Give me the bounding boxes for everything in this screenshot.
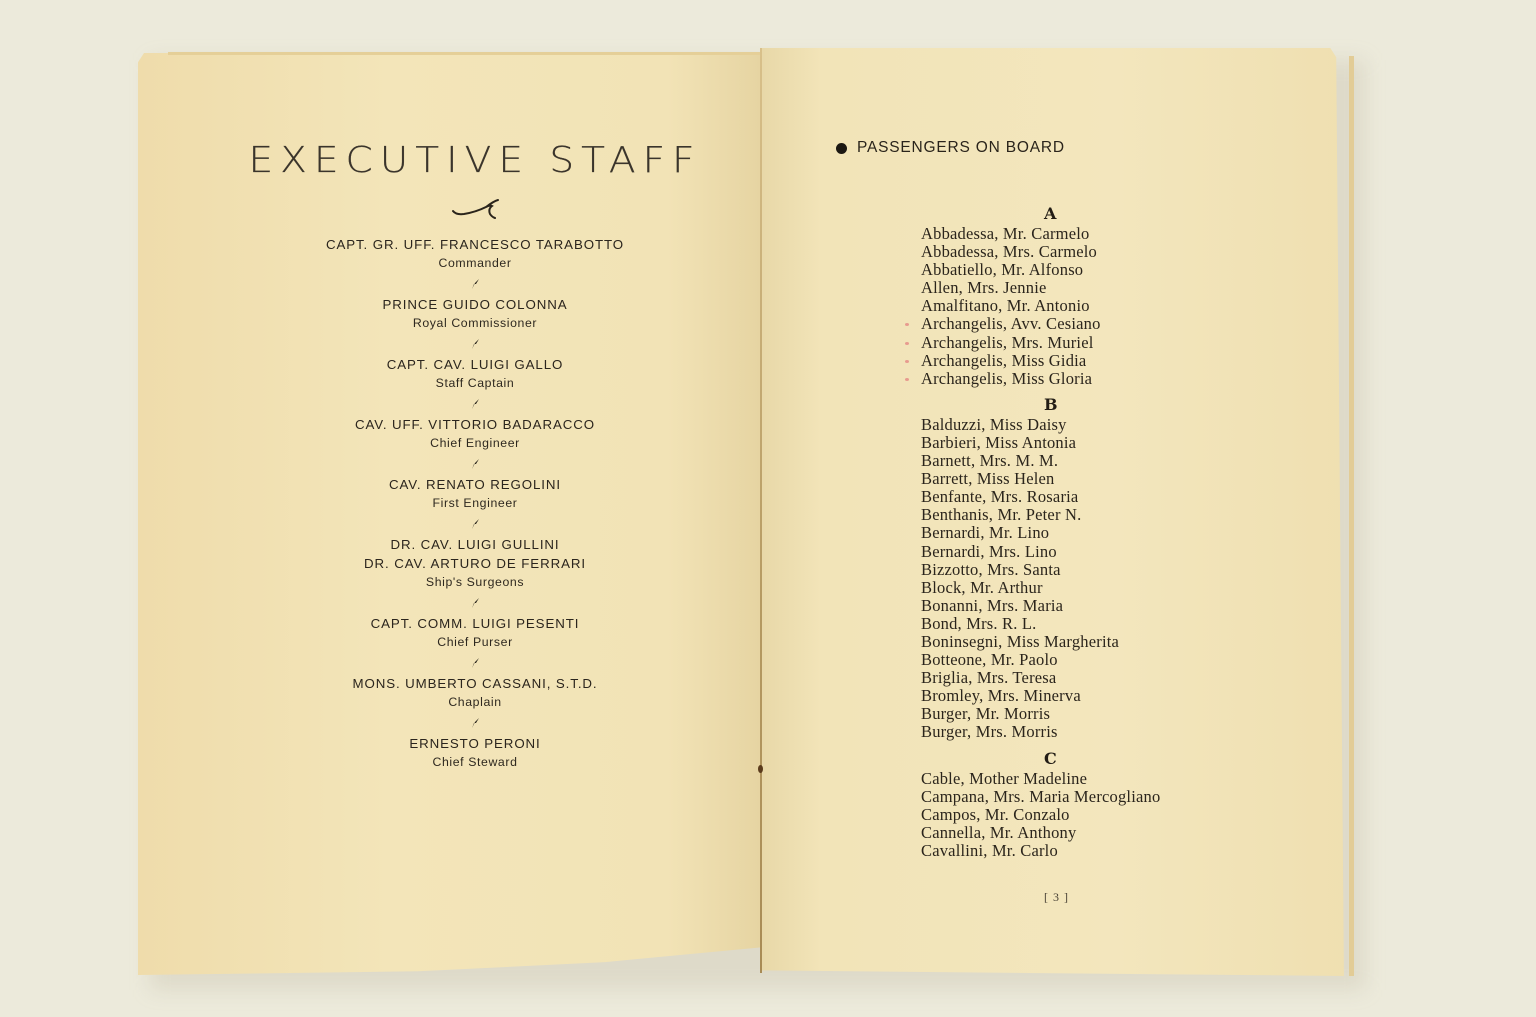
staff-role: Ship's Surgeons — [425, 575, 525, 589]
staff-role: Chief Engineer — [430, 436, 520, 450]
passengers-header — [836, 139, 1065, 157]
staff-role: Commander — [438, 256, 512, 270]
executive-staff-section — [240, 130, 710, 771]
pennant-ornament-icon — [469, 338, 481, 350]
passenger-entry: Abbatiello, Mr. Alfonso — [921, 260, 1084, 280]
staff-name: CAPT. GR. UFF. FRANCESCO TARABOTTO — [325, 237, 625, 252]
pennant-ornament-icon — [469, 458, 481, 470]
letter-heading: C — [1044, 748, 1057, 768]
passenger-list — [921, 203, 1251, 866]
staff-entry-chief-purser — [240, 614, 710, 651]
letter-group-b — [921, 394, 1251, 742]
passenger-entry: Barrett, Miss Helen — [921, 469, 1055, 489]
staff-list — [240, 235, 710, 771]
staff-role: Chief Steward — [432, 755, 518, 769]
staple-mark — [758, 765, 763, 773]
passengers-title: PASSENGERS ON BOARD — [857, 139, 1065, 156]
passenger-entry: Archangelis, Miss Gidia — [921, 352, 1251, 370]
passenger-entry: Barnett, Mrs. M. M. — [921, 451, 1059, 471]
staff-entry-staff-captain — [240, 355, 710, 392]
staff-name: CAV. RENATO REGOLINI — [389, 477, 561, 492]
passenger-entry: Campana, Mrs. Maria Mercogliano — [921, 786, 1161, 806]
staff-entry-chief-steward — [240, 734, 710, 771]
letter-group-a — [921, 203, 1251, 388]
passenger-entry: Balduzzi, Miss Daisy — [921, 414, 1067, 434]
staff-role: First Engineer — [432, 496, 518, 510]
pennant-ornament-icon — [469, 717, 481, 729]
passenger-entry: Burger, Mr. Morris — [921, 704, 1051, 724]
passenger-entry: Campos, Mr. Conzalo — [921, 804, 1070, 824]
passenger-entry: Cannella, Mr. Anthony — [921, 822, 1077, 842]
staff-name: DR. CAV. LUIGI GULLINI — [390, 537, 560, 552]
staff-entry-chaplain — [240, 674, 710, 711]
passenger-entry: Bond, Mrs. R. L. — [921, 613, 1037, 633]
page-number: [ 3 ] — [1044, 890, 1069, 904]
passenger-entry: Bizzotto, Mrs. Santa — [921, 559, 1061, 579]
passenger-entry: Benthanis, Mr. Peter N. — [921, 505, 1082, 525]
passenger-entry: Botteone, Mr. Paolo — [921, 650, 1058, 670]
passenger-entry: Archangelis, Mrs. Muriel — [921, 334, 1251, 352]
passenger-entry: Block, Mr. Arthur — [921, 577, 1043, 597]
staff-entry-first-engineer — [240, 475, 710, 512]
executive-staff-title: EXECUTIVE STAFF — [248, 139, 702, 182]
staff-role: Chaplain — [448, 695, 502, 709]
letter-group-c — [921, 748, 1251, 860]
passenger-entry: Bonanni, Mrs. Maria — [921, 595, 1064, 615]
passenger-entry: Bromley, Mrs. Minerva — [921, 686, 1081, 706]
pennant-ornament-icon — [469, 657, 481, 669]
staff-entry-chief-engineer — [240, 415, 710, 452]
passenger-entry: Abbadessa, Mr. Carmelo — [921, 224, 1090, 243]
staff-name: PRINCE GUIDO COLONNA — [382, 297, 568, 312]
pennant-ornament-icon — [469, 518, 481, 530]
letter-heading: B — [1044, 394, 1058, 414]
staff-name-second: DR. CAV. ARTURO DE FERRARI — [364, 556, 586, 571]
staff-role: Chief Purser — [437, 635, 513, 649]
pennant-ornament-icon — [469, 398, 481, 410]
pennant-ornament-icon — [469, 597, 481, 609]
staff-entry-royal-commissioner — [240, 295, 710, 332]
staff-name: ERNESTO PERONI — [409, 736, 541, 751]
passenger-entry: Burger, Mrs. Morris — [921, 722, 1058, 742]
staff-entry-commander — [240, 235, 710, 272]
staff-role: Royal Commissioner — [412, 316, 538, 330]
staff-role: Staff Captain — [435, 376, 515, 390]
letter-heading: A — [1044, 204, 1057, 223]
staff-entry-ships-surgeons — [240, 535, 710, 591]
passenger-entry: Briglia, Mrs. Teresa — [921, 668, 1057, 688]
passenger-entry: Bernardi, Mr. Lino — [921, 523, 1050, 543]
staff-name: MONS. UMBERTO CASSANI, S.T.D. — [352, 676, 598, 691]
ornamental-swash-icon — [450, 197, 500, 219]
staff-name: CAPT. COMM. LUIGI PESENTI — [370, 616, 580, 631]
pennant-ornament-icon — [469, 278, 481, 290]
staff-name: CAPT. CAV. LUIGI GALLO — [386, 357, 564, 372]
passenger-entry: Bernardi, Mrs. Lino — [921, 541, 1057, 561]
passenger-entry: Boninsegni, Miss Margherita — [921, 631, 1120, 651]
booklet-spine — [760, 48, 762, 973]
passenger-entry: Amalfitano, Mr. Antonio — [921, 296, 1090, 316]
right-page-edge — [1349, 56, 1354, 976]
passenger-entry: Allen, Mrs. Jennie — [921, 278, 1047, 298]
left-page-top-edge — [168, 52, 761, 55]
passenger-entry: Archangelis, Avv. Cesiano — [921, 315, 1251, 333]
staff-name: CAV. UFF. VITTORIO BADARACCO — [355, 417, 595, 432]
passenger-entry: Benfante, Mrs. Rosaria — [921, 487, 1079, 507]
bullet-icon — [836, 143, 847, 154]
passenger-entry: Barbieri, Miss Antonia — [921, 432, 1077, 452]
passenger-entry: Abbadessa, Mrs. Carmelo — [921, 242, 1097, 262]
passenger-entry: Cable, Mother Madeline — [921, 768, 1088, 788]
passenger-entry: Cavallini, Mr. Carlo — [921, 840, 1058, 860]
passenger-entry: Archangelis, Miss Gloria — [921, 370, 1251, 388]
